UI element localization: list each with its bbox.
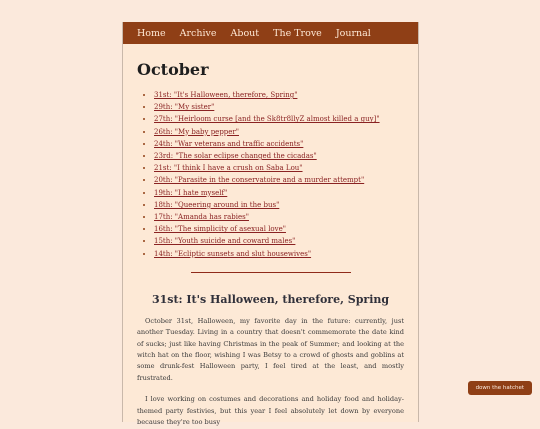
post-link[interactable]: 31st: "It's Halloween, therefore, Spring" [154, 91, 298, 99]
post-link[interactable]: 14th: "Ecliptic sunsets and slut housewives" [154, 249, 312, 258]
post-list [123, 89, 418, 260]
list-item [154, 174, 418, 186]
list-item [154, 162, 418, 174]
nav-the-trove[interactable]: The Trove [273, 27, 322, 39]
post-link[interactable]: 18th: "Queering around in the bus" [154, 200, 280, 209]
post-link[interactable]: 20th: "Parasite in the conservatoire and a murder attempt" [154, 176, 365, 185]
article-paragraph: October 31st, Halloween, my favorite day in the future: currently, just another Tuesday. Living in a country that doesn't commemorate the date kind of sucks; just like having Christmas in the peak of Summer; and looking at the witch hat on the floor, wishing I was Betsy to a crowd of ghosts and goblins at some drunk-fest Halloween party, I feel tired at the least, and mostly frustrated. [137, 316, 404, 382]
list-item [154, 199, 418, 211]
list-item [154, 248, 418, 260]
list-item [154, 113, 418, 125]
post-link[interactable]: 29th: "My sister" [154, 103, 215, 112]
list-item [154, 235, 418, 247]
section-divider [191, 272, 351, 273]
page-title: October [137, 60, 209, 79]
nav-about[interactable]: About [230, 27, 260, 39]
post-link[interactable]: 27th: "Heirloom curse [and the Sk8tr8llyZ almost killed a guy]" [154, 115, 380, 124]
list-item [154, 150, 418, 162]
top-nav [123, 22, 418, 44]
article-paragraph: I love working on costumes and decorations and holiday food and holiday-themed party festivies, but this year I feel absolutely let down by everyone because they're too busy [137, 395, 404, 427]
page-container [122, 22, 419, 427]
list-item [154, 89, 418, 101]
nav-home[interactable]: Home [137, 27, 166, 39]
nav-journal[interactable]: Journal [335, 27, 371, 39]
list-item [154, 211, 418, 223]
down-the-hatchet-button[interactable]: down the hatchet [468, 381, 532, 395]
post-link[interactable]: 23rd: "The solar eclipse changed the cicadas" [154, 152, 317, 161]
post-link[interactable]: 26th: "My baby pepper" [154, 127, 239, 136]
list-item [154, 126, 418, 138]
post-link[interactable]: 24th: "War veterans and traffic accidents" [154, 139, 304, 148]
list-item [154, 138, 418, 150]
list-item [154, 223, 418, 235]
nav-archive[interactable]: Archive [179, 27, 217, 39]
list-item [154, 101, 418, 113]
post-link[interactable]: 17th: "Amanda has rabies" [154, 213, 249, 222]
post-link[interactable]: 16th: "The simplicity of asexual love" [154, 225, 286, 234]
list-item [154, 187, 418, 199]
post-link[interactable]: 15th: "Youth suicide and coward males" [154, 237, 296, 246]
post-link[interactable]: 21st: "I think I have a crush on Saba Lou" [154, 164, 303, 173]
post-link[interactable]: 19th: "I hate myself" [154, 188, 228, 197]
article-heading: 31st: It's Halloween, therefore, Spring [151, 292, 390, 306]
